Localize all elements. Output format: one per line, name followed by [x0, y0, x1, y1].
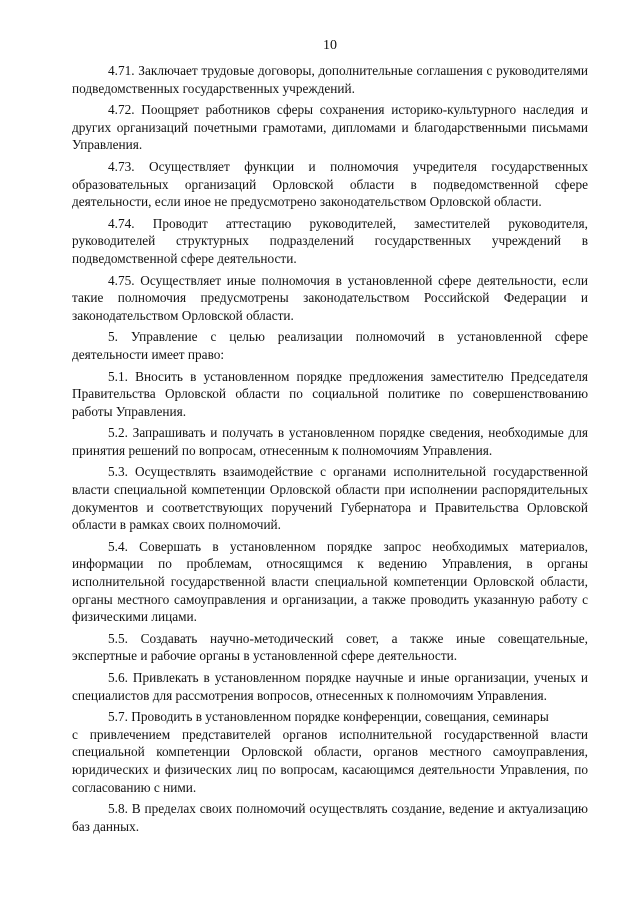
paragraph-5-3: 5.3. Осуществлять взаимодействие с органами исполнительной государственной власти специальной компетенции Орловской области при исполнении распорядительных документов и соответствующих поручений Губернатора и Правительства Орловской области в рамках своих полномочий. — [72, 464, 588, 533]
paragraph-5-7: 5.7. Проводить в установленном порядке конференции, совещания, семинары — [108, 709, 549, 725]
paragraph-4-72: 4.72. Поощряет работников сферы сохранения историко-культурного наследия и других организаций почетными грамотами, дипломами и благодарственными письмами Управления. — [72, 102, 588, 153]
document-page — [72, 38, 588, 839]
paragraph-5-8: 5.8. В пределах своих полномочий осуществлять создание, ведение и актуализацию баз данных. — [72, 801, 588, 834]
page-number: 10 — [323, 38, 337, 53]
paragraph-5-1: 5.1. Вносить в установленном порядке предложения заместителю Председателя Правительства Орловской области по социальной политике по совершенствованию работы Управления. — [72, 368, 588, 419]
paragraph-4-75: 4.75. Осуществляет иные полномочия в установленной сфере деятельности, если такие полномочия предусмотрены законодательством Российской Федерации и законодательством Орловской области. — [72, 272, 588, 323]
paragraph-5: 5. Управление с целью реализации полномочий в установленной сфере деятельности имеет право: — [72, 329, 588, 362]
paragraph-5-5: 5.5. Создавать научно-методический совет, а также иные совещательные, экспертные и рабочие органы в установленной сфере деятельности. — [72, 630, 588, 664]
paragraph-5-2: 5.2. Запрашивать и получать в установленном порядке сведения, необходимые для принятия решений по вопросам, отнесенным к полномочиям Управления. — [72, 425, 588, 458]
paragraph-5-4: 5.4. Совершать в установленном порядке запрос необходимых материалов, информации по проблемам, относящимся к ведению Управления, в органы исполнительной государственной власти специальной компетенции Орловской области, органы местного самоуправления и организации, а также проводить указанную работу с физическими лицами. — [72, 538, 588, 625]
paragraph-4-73: 4.73. Осуществляет функции и полномочия учредителя государственных образовательных организаций Орловской области в подведомственной сфере деятельности, если иное не предусмотрено законодательством Орловской области. — [72, 158, 588, 210]
paragraph-4-74: 4.74. Проводит аттестацию руководителей, заместителей руководителя, руководителей структурных подразделений государственных учреждений в подведомственной сфере деятельности. — [72, 215, 588, 266]
paragraph-5-7-continued: с привлечением представителей органов исполнительной государственной власти специальной компетенции Орловской области, органов местного самоуправления, юридических и физических лиц по вопросам, касающимся деятельности Управления, по согласованию с ними. — [72, 726, 588, 795]
paragraph-5-6: 5.6. Привлекать в установленном порядке научные и иные организации, ученых и специалистов для рассмотрения вопросов, отнесенных к полномочиям Управления. — [72, 670, 588, 703]
paragraph-4-71: 4.71. Заключает трудовые договоры, дополнительные соглашения с руководителями подведомственных государственных учреждений. — [72, 63, 588, 96]
